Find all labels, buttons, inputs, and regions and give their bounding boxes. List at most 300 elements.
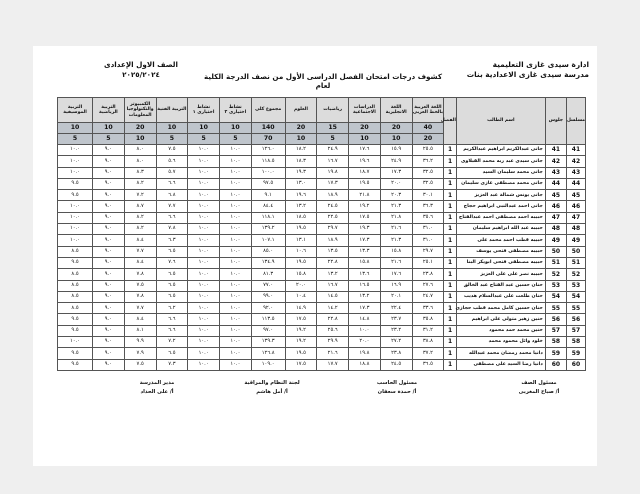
score-cell: ٨.٥ <box>58 280 93 291</box>
class-cell: 1 <box>444 291 457 302</box>
class-cell: 1 <box>444 348 457 359</box>
score-cell: ١٠.٠ <box>188 337 220 348</box>
score-cell: ١٠.٠ <box>349 325 381 336</box>
min-mark-cell: 10 <box>380 134 412 145</box>
score-cell: ٢٤.٩ <box>317 145 349 156</box>
score-cell: ١٠.٠ <box>188 190 220 201</box>
score-cell: ١٠.٠ <box>219 178 251 189</box>
score-cell: ١٧.٣ <box>380 167 412 178</box>
student-name-cell: جانى سيدى عبد ربه محمد القبلاوى <box>456 156 545 167</box>
score-cell: ١٩.٢ <box>349 201 381 212</box>
serial-cell: 45 <box>566 190 585 201</box>
score-cell: ٨.٠ <box>124 145 156 156</box>
max-mark-cell: 10 <box>93 123 125 134</box>
serial-cell: 51 <box>566 257 585 268</box>
score-cell: ١٠.٠ <box>219 257 251 268</box>
score-cell: ٧.٥ <box>124 359 156 370</box>
score-cell: ٣١.٢ <box>412 325 444 336</box>
score-cell: ١٨.٩ <box>317 235 349 246</box>
score-cell: ٢١.٦ <box>380 257 412 268</box>
score-cell: ١٣٤.٩ <box>251 257 285 268</box>
score-cell: ١٠.٠ <box>219 303 251 314</box>
score-cell: ٨.١ <box>124 325 156 336</box>
min-mark-cell: 5 <box>317 134 349 145</box>
column-header: الفصل <box>444 98 457 145</box>
score-cell: ١٧.٥ <box>285 359 317 370</box>
score-cell: ١٨.٩ <box>317 190 349 201</box>
score-cell: ٣٨.٨ <box>412 337 444 348</box>
score-cell: ٨.٤ <box>124 235 156 246</box>
score-cell: ١٧.٥ <box>285 314 317 325</box>
score-cell: ٧.٧ <box>156 201 188 212</box>
student-name-cell: حنان حسين كامل محمد قطب حجازى <box>456 303 545 314</box>
student-name-cell: دانيا رضا السيد على مصطفى <box>456 359 545 370</box>
score-cell: ١٣.٦ <box>349 269 381 280</box>
score-cell: ١٩.٢ <box>285 325 317 336</box>
score-cell: ١٥.٨ <box>285 269 317 280</box>
score-cell: ٣٥.٦ <box>412 212 444 223</box>
seat-cell: 53 <box>545 280 566 291</box>
score-cell: ٦.٥ <box>156 348 188 359</box>
score-cell: ٢٠.١ <box>380 291 412 302</box>
table-row <box>58 178 586 189</box>
score-cell: ٢١.٦ <box>317 348 349 359</box>
student-name-cell: جانى محمد سليمان السيد <box>456 167 545 178</box>
score-cell: ٣٣.٦ <box>412 303 444 314</box>
score-cell: ١٧.٦ <box>380 269 412 280</box>
class-cell: 1 <box>444 212 457 223</box>
seat-cell: 52 <box>545 269 566 280</box>
max-mark-cell: 10 <box>219 123 251 134</box>
score-cell: ١٣.٥ <box>317 246 349 257</box>
score-cell: ٩.٠ <box>93 145 125 156</box>
score-cell: ٩.٠ <box>93 280 125 291</box>
score-cell: ١٠.٠ <box>58 167 93 178</box>
score-cell: ١٠.٠ <box>219 291 251 302</box>
score-cell: ١١٨.١ <box>251 212 285 223</box>
grades-table <box>57 97 586 371</box>
student-name-cell: حبيبه نصر على على العزيز <box>456 269 545 280</box>
signature-role: مسئول الحاسب <box>376 380 418 386</box>
score-cell: ١٠.٠ <box>58 156 93 167</box>
score-cell: ٢٤.٥ <box>317 201 349 212</box>
score-cell: ١٠.٠ <box>219 359 251 370</box>
score-cell: ١٤.٥ <box>317 291 349 302</box>
class-cell: 1 <box>444 280 457 291</box>
score-cell: ٨٥.٠ <box>251 246 285 257</box>
min-mark-cell: 5 <box>219 134 251 145</box>
serial-cell: 59 <box>566 348 585 359</box>
score-cell: ١٦.٧ <box>317 280 349 291</box>
seat-cell: 51 <box>545 257 566 268</box>
score-cell: ٩.٠ <box>93 235 125 246</box>
score-cell: ١٠.٠ <box>188 303 220 314</box>
score-cell: ٢٥.١ <box>412 257 444 268</box>
signature-name: أ/ صباح المغربى <box>518 389 560 395</box>
score-cell: ١٠.٠ <box>219 246 251 257</box>
student-name-cell: جانى محمد مصطفى غازى سليمان <box>456 178 545 189</box>
serial-cell: 49 <box>566 235 585 246</box>
score-cell: ١٠.٤ <box>285 291 317 302</box>
min-mark-cell: 20 <box>412 134 444 145</box>
student-name-cell: حنين زهير متولى على ابراهيم <box>456 314 545 325</box>
score-cell: ٣١.٠ <box>412 224 444 235</box>
table-row <box>58 224 586 235</box>
score-cell: ٢٠.٣ <box>380 190 412 201</box>
student-name-cell: جانى يونس شمالة عبد العزيز <box>456 190 545 201</box>
score-cell: ١٠.٠ <box>219 269 251 280</box>
score-cell: ٧.٨ <box>124 291 156 302</box>
score-cell: ٢٩.٧ <box>317 224 349 235</box>
student-name-cell: دانيا محمد رمضان محمد عبدالله <box>456 348 545 359</box>
table-row <box>58 314 586 325</box>
score-cell: ٩.٠ <box>93 190 125 201</box>
column-header: مجموع كلى <box>251 98 285 123</box>
score-cell: ١٠.٠ <box>58 201 93 212</box>
column-header: جلوس <box>545 98 566 145</box>
column-header: اللغة الانجليزية <box>380 98 412 123</box>
score-cell: ١٠.٠ <box>188 167 220 178</box>
score-cell: ١٣.٢ <box>349 291 381 302</box>
score-cell: ٢٤.٥ <box>380 359 412 370</box>
score-cell: ٨.٤ <box>124 314 156 325</box>
score-cell: ١٣٩.٢ <box>251 224 285 235</box>
score-cell: ١٠.٠ <box>219 337 251 348</box>
score-cell: ١٠.٠ <box>58 212 93 223</box>
table-row <box>58 303 586 314</box>
min-mark-cell: 5 <box>93 134 125 145</box>
seat-cell: 46 <box>545 201 566 212</box>
score-cell: ٩.٠ <box>93 348 125 359</box>
max-mark-cell: 20 <box>380 123 412 134</box>
score-cell: ٢٧.٢ <box>380 337 412 348</box>
score-cell: ٩.٥ <box>58 257 93 268</box>
score-cell: ١٣.١ <box>285 235 317 246</box>
score-cell: ٦.٨ <box>156 190 188 201</box>
table-row <box>58 212 586 223</box>
serial-cell: 47 <box>566 212 585 223</box>
score-cell: ١٠.٠ <box>58 224 93 235</box>
score-cell: ١٠.٠ <box>219 201 251 212</box>
score-cell: ١٨.٥ <box>285 212 317 223</box>
score-cell: ٨.٧ <box>124 201 156 212</box>
score-cell: ٨.٥ <box>58 246 93 257</box>
student-name-cell: جانى عبدالكريم ابراهيم عبدالكريم <box>456 145 545 156</box>
score-cell: ١٩.٨ <box>317 167 349 178</box>
class-cell: 1 <box>444 201 457 212</box>
class-cell: 1 <box>444 145 457 156</box>
score-cell: ٩.٥ <box>58 348 93 359</box>
score-cell: ١٩.٢ <box>285 337 317 348</box>
class-cell: 1 <box>444 303 457 314</box>
score-cell: ٩.٠ <box>93 257 125 268</box>
signature-principal <box>117 379 197 397</box>
score-cell: ٢٢.٨ <box>317 314 349 325</box>
score-cell: ٦.٣ <box>156 235 188 246</box>
score-cell: ٩.٩ <box>124 337 156 348</box>
score-cell: ٩.٠ <box>93 359 125 370</box>
score-cell: ١٠٩.٠ <box>251 359 285 370</box>
score-cell: ١٢٦.٨ <box>251 348 285 359</box>
score-cell: ١٠.٠ <box>58 235 93 246</box>
score-cell: ١٠.٠ <box>188 235 220 246</box>
class-cell: 1 <box>444 167 457 178</box>
score-cell: ٩.٠ <box>93 269 125 280</box>
score-cell: ٣٥.٨ <box>412 314 444 325</box>
table-row <box>58 156 586 167</box>
table-row <box>58 337 586 348</box>
table-row <box>58 201 586 212</box>
signature-name: أ/ أمل هاشم <box>256 389 288 395</box>
score-cell: ٦.٦ <box>156 325 188 336</box>
score-cell: ٢١.٦ <box>380 224 412 235</box>
score-cell: ٦.٦ <box>156 212 188 223</box>
student-name-cell: حبيبه مصطفى فتحى ابويكر البنا <box>456 257 545 268</box>
serial-cell: 41 <box>566 145 585 156</box>
score-cell: ٢٥.٦ <box>317 325 349 336</box>
score-cell: ٩.٠ <box>93 212 125 223</box>
score-cell: ١٥.٨ <box>380 246 412 257</box>
table-row <box>58 359 586 370</box>
signature-computer <box>357 379 437 397</box>
column-header: الكمبيوتر والتكنولوجيا المعلومات <box>124 98 156 123</box>
score-cell: ٨.٢ <box>124 178 156 189</box>
seat-cell: 56 <box>545 314 566 325</box>
score-cell: ٢٤.٧ <box>412 291 444 302</box>
score-cell: ٣٦.٣ <box>412 201 444 212</box>
serial-cell: 46 <box>566 201 585 212</box>
student-name-cell: جانى احمد عبدالنبى ابراهيم حجاج <box>456 201 545 212</box>
score-cell: ٦.٦ <box>156 178 188 189</box>
header-row <box>58 98 586 123</box>
column-header: التربية الموسيقية <box>58 98 93 123</box>
score-cell: ١٦.٧ <box>317 156 349 167</box>
student-name-cell: حبيبه قطب احمد محمد على <box>456 235 545 246</box>
table-row <box>58 235 586 246</box>
score-cell: ٩.٠ <box>93 325 125 336</box>
table-row <box>58 190 586 201</box>
score-cell: ٢٣.٧ <box>380 314 412 325</box>
table-row <box>58 325 586 336</box>
seat-cell: 43 <box>545 167 566 178</box>
seat-cell: 48 <box>545 224 566 235</box>
score-cell: ٢٣.٨ <box>412 269 444 280</box>
score-cell: ١٩.٣ <box>285 167 317 178</box>
score-cell: ١٠.٠ <box>219 325 251 336</box>
score-cell: ٦.٦ <box>156 314 188 325</box>
score-cell: ٣١.٠ <box>412 235 444 246</box>
score-cell: ١٠.٠ <box>188 269 220 280</box>
score-cell: ٢٥.٥ <box>412 145 444 156</box>
score-cell: ١٤.٢ <box>317 303 349 314</box>
signature-name: أ/ على الحداد <box>140 389 174 395</box>
score-cell: ٢٢.٥ <box>317 212 349 223</box>
score-cell: ٩.٠ <box>93 224 125 235</box>
score-cell: ٨.٢ <box>124 212 156 223</box>
score-cell: ٩.١ <box>251 190 285 201</box>
score-cell: ٢٣.٢ <box>380 325 412 336</box>
grade-header <box>85 60 197 80</box>
column-header: التربية الفنية <box>156 98 188 123</box>
score-cell: ٢٢.٤ <box>380 303 412 314</box>
class-cell: 1 <box>444 190 457 201</box>
score-cell: ٨.٠ <box>124 156 156 167</box>
score-cell: ١٩.٥ <box>285 257 317 268</box>
table-row <box>58 280 586 291</box>
serial-cell: 42 <box>566 156 585 167</box>
class-cell: 1 <box>444 178 457 189</box>
signature-role: مدير المدرسة <box>139 380 175 386</box>
score-cell: ٢٠.٠ <box>380 178 412 189</box>
score-cell: ٣٦.٢ <box>412 156 444 167</box>
score-cell: ٦.٥ <box>156 246 188 257</box>
score-cell: ١٠.٠ <box>58 337 93 348</box>
score-cell: ٩.٥ <box>58 314 93 325</box>
score-cell: ٢٢.٨ <box>317 257 349 268</box>
score-cell: ٢٧.٦ <box>412 280 444 291</box>
score-cell: ٩.٠ <box>93 167 125 178</box>
score-cell: ١٧.٣ <box>349 235 381 246</box>
score-cell: ٨٤.٤ <box>251 201 285 212</box>
column-header: اسم الطالب <box>456 98 545 145</box>
score-cell: ١٥.٨ <box>349 257 381 268</box>
score-cell: ٧.٣ <box>156 359 188 370</box>
seat-cell: 54 <box>545 291 566 302</box>
score-sheet <box>33 46 597 466</box>
table-row <box>58 167 586 178</box>
score-cell: ١٩.٥ <box>349 178 381 189</box>
score-cell: ١٠.٠ <box>219 280 251 291</box>
student-name-cell: حبيبه احمد مصطفى احمد عبدالفتاح <box>456 212 545 223</box>
column-header: رياضيات <box>317 98 349 123</box>
class-cell: 1 <box>444 156 457 167</box>
serial-cell: 44 <box>566 178 585 189</box>
score-cell: ٩٧.٥ <box>251 178 285 189</box>
signature-role: مسئول الصف <box>521 380 557 386</box>
score-cell: ٩.٥ <box>58 359 93 370</box>
seat-cell: 42 <box>545 156 566 167</box>
score-cell: ١٠.٠ <box>219 235 251 246</box>
score-cell: ٢٠.٠ <box>285 280 317 291</box>
score-cell: ١٠.٠ <box>188 325 220 336</box>
table-row <box>58 145 586 156</box>
class-cell: 1 <box>444 269 457 280</box>
max-mark-cell: 140 <box>251 123 285 134</box>
score-cell: ٩.٠ <box>93 178 125 189</box>
score-cell: ٧.٧ <box>124 303 156 314</box>
score-cell: ٩.٥ <box>58 190 93 201</box>
student-name-cell: حنان حسين عبد الفتاح عبد الخالق <box>456 280 545 291</box>
score-cell: ٢١.٨ <box>349 190 381 201</box>
score-cell: ٥.٦ <box>156 156 188 167</box>
score-cell: ١٧.٥ <box>349 212 381 223</box>
score-cell: ١٥.٩ <box>380 145 412 156</box>
seat-cell: 44 <box>545 178 566 189</box>
score-cell: ١٠.٠ <box>219 348 251 359</box>
min-mark-cell: 10 <box>124 134 156 145</box>
score-cell: ١٦.٥ <box>349 280 381 291</box>
seat-cell: 47 <box>545 212 566 223</box>
table-row <box>58 291 586 302</box>
score-cell: ١٠.٠ <box>219 224 251 235</box>
serial-cell: 53 <box>566 280 585 291</box>
signature-committee <box>227 379 317 397</box>
score-cell: ١٩.٦ <box>349 156 381 167</box>
score-cell: ١٠.٠ <box>188 314 220 325</box>
score-cell: ١٠.٠ <box>58 145 93 156</box>
score-cell: ١٣.٠ <box>285 178 317 189</box>
score-cell: ١٩.٥ <box>285 224 317 235</box>
score-cell: ٢٠.٠ <box>349 337 381 348</box>
score-cell: ٦.٥ <box>156 269 188 280</box>
score-cell: ١٤.٨ <box>349 314 381 325</box>
score-cell: ٣٢.٥ <box>412 178 444 189</box>
score-cell: ١٦.٩ <box>380 280 412 291</box>
score-cell: ٩.٠ <box>93 337 125 348</box>
score-cell: ١٠.٠ <box>188 246 220 257</box>
score-cell: ٥.٧ <box>156 167 188 178</box>
sheet-title: كشوف درجات امتحان الفصل الدراسى الأول من نصف الدرجة الكلية لعام <box>203 72 443 90</box>
score-cell: ٧.٩ <box>124 348 156 359</box>
score-cell: ١٩.٨ <box>349 348 381 359</box>
column-header: التربية الرياضية <box>93 98 125 123</box>
score-cell: ١٤.٩ <box>285 303 317 314</box>
score-cell: ٢٤.٩ <box>380 156 412 167</box>
score-cell: ١٣٩.٣ <box>251 337 285 348</box>
score-cell: ١٧.٣ <box>349 303 381 314</box>
serial-cell: 52 <box>566 269 585 280</box>
score-cell: ٢٣.٨ <box>380 348 412 359</box>
table-row <box>58 257 586 268</box>
score-cell: ٧.٨ <box>124 269 156 280</box>
score-cell: ٣٦.٥ <box>412 359 444 370</box>
max-mark-cell: 40 <box>412 123 444 134</box>
class-cell: 1 <box>444 337 457 348</box>
score-cell: ٩.٠ <box>93 314 125 325</box>
score-cell: ٩.٠ <box>93 201 125 212</box>
score-cell: ١٨.٣ <box>285 156 317 167</box>
class-cell: 1 <box>444 235 457 246</box>
score-cell: ٢١.٣ <box>380 235 412 246</box>
seat-cell: 58 <box>545 337 566 348</box>
score-cell: ٣٧.٢ <box>412 348 444 359</box>
student-name-cell: حنان طلعت على عبدالسلام هديب <box>456 291 545 302</box>
score-cell: ١٠.٠ <box>188 201 220 212</box>
score-cell: ٩.٠ <box>93 291 125 302</box>
score-cell: ٧.٧ <box>124 246 156 257</box>
score-cell: ١٠.٠ <box>219 314 251 325</box>
min-mark-cell: 70 <box>251 134 285 145</box>
score-cell: ٧.٥ <box>124 280 156 291</box>
score-cell: ٣٢.٥ <box>412 167 444 178</box>
table-row <box>58 246 586 257</box>
seat-cell: 50 <box>545 246 566 257</box>
column-header: نشاط اختيارى ١ <box>188 98 220 123</box>
score-cell: ١٠.٠ <box>219 145 251 156</box>
score-cell: ١٠.٦ <box>285 246 317 257</box>
min-mark-cell: 10 <box>349 134 381 145</box>
student-name-cell: حبيبه مصطفى فتحى يوسف <box>456 246 545 257</box>
serial-cell: 56 <box>566 314 585 325</box>
max-mark-cell: 10 <box>156 123 188 134</box>
score-cell: ٨.٥ <box>58 291 93 302</box>
score-cell: ٢١.٨ <box>380 212 412 223</box>
score-cell: ١٧.٣ <box>317 178 349 189</box>
score-cell: ١٠.٠ <box>188 348 220 359</box>
score-cell: ١٠.٠ <box>188 212 220 223</box>
seat-cell: 45 <box>545 190 566 201</box>
serial-cell: 43 <box>566 167 585 178</box>
